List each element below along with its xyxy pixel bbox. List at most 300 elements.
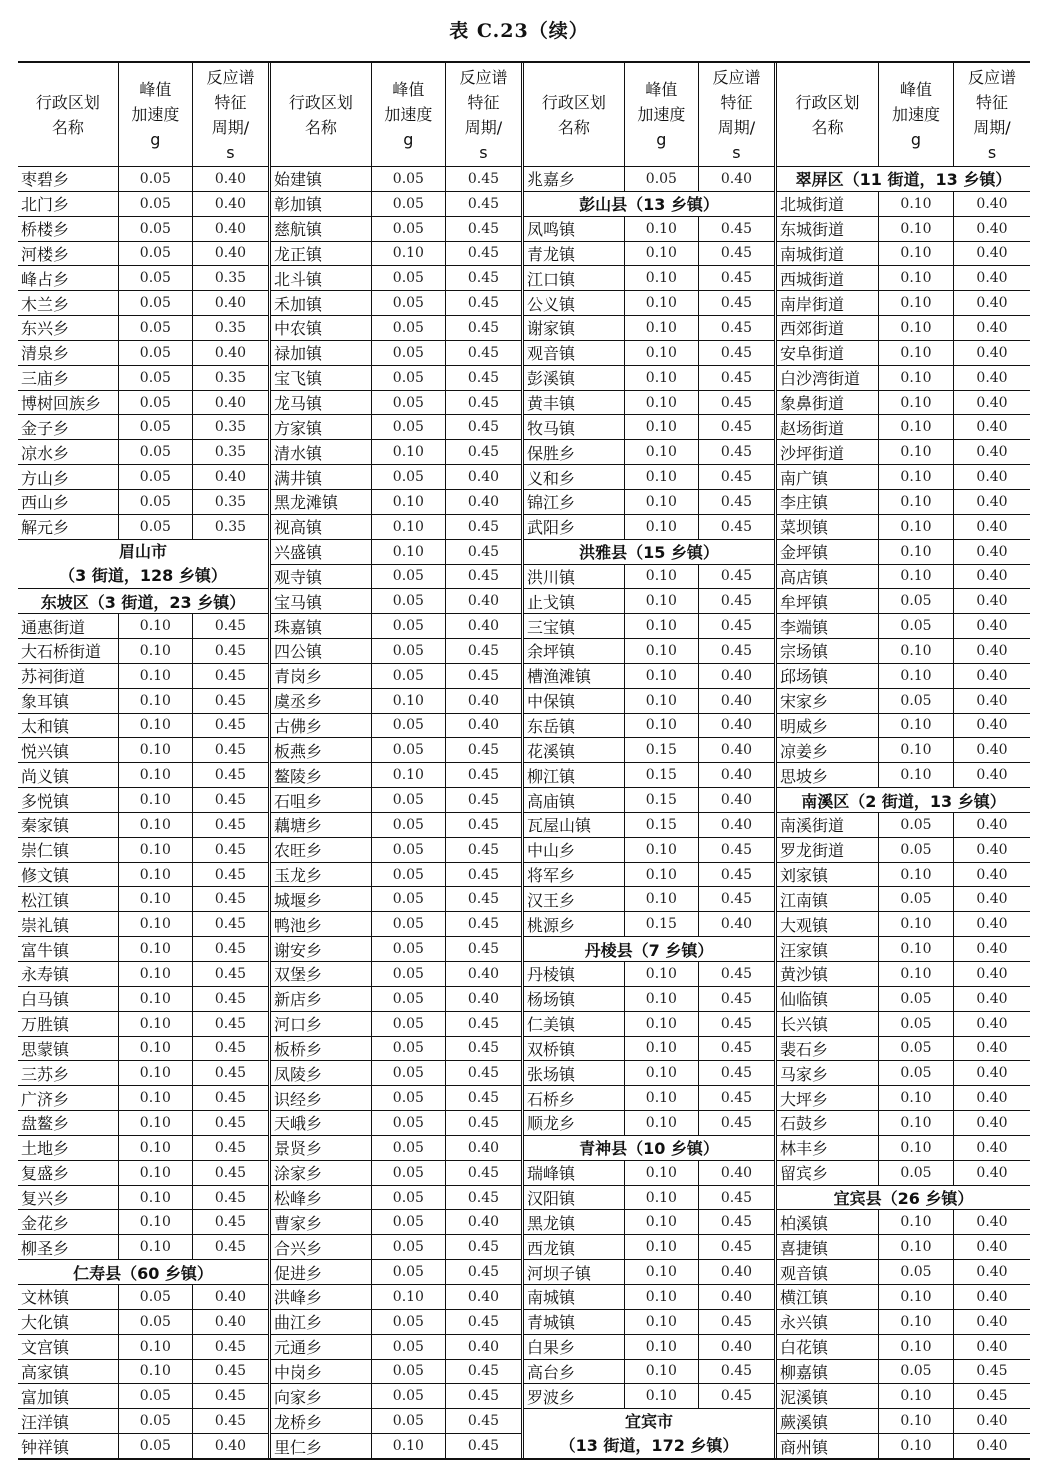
cell-pga: 0.05 xyxy=(372,1012,446,1036)
cell-period: 0.45 xyxy=(467,1239,500,1256)
cell-name: 木兰乡 xyxy=(18,291,119,315)
cell-pga: 0.05 xyxy=(372,465,446,489)
table-row xyxy=(524,738,774,763)
cell-period: 0.40 xyxy=(214,295,247,312)
cell-period: 0.40 xyxy=(976,990,1008,1007)
table-row xyxy=(524,813,774,838)
section-heading xyxy=(18,1260,268,1285)
cell-period: 0.45 xyxy=(720,1313,753,1330)
section-heading xyxy=(524,937,774,962)
cell-period: 0.40 xyxy=(976,245,1008,262)
cell-period: 0.45 xyxy=(214,1189,247,1206)
cell-name: 三庙乡 xyxy=(18,366,119,390)
cell-name: 南城街道 xyxy=(777,242,879,266)
cell-pga: 0.10 xyxy=(625,863,699,887)
cell-pga: 0.05 xyxy=(879,689,954,713)
section-heading xyxy=(524,540,774,565)
table-row xyxy=(777,589,1030,614)
cell-pga: 0.05 xyxy=(372,962,446,986)
cell-pga: 0.05 xyxy=(372,1335,446,1359)
cell-pga: 0.05 xyxy=(372,266,446,290)
table-row xyxy=(777,863,1030,888)
cell-name: 钟祥镇 xyxy=(18,1434,119,1459)
cell-name: 洪川镇 xyxy=(524,565,625,589)
cell-period: 0.45 xyxy=(720,518,753,535)
cell-name: 土地乡 xyxy=(18,1136,119,1160)
cell-name: 东岳镇 xyxy=(524,714,625,738)
table-row xyxy=(777,887,1030,912)
table-row xyxy=(271,540,521,565)
cell-pga: 0.05 xyxy=(372,614,446,638)
cell-pga: 0.10 xyxy=(625,887,699,911)
cell-period: 0.40 xyxy=(976,965,1008,982)
cell-period: 0.40 xyxy=(720,1288,753,1305)
cell-name: 石鼓乡 xyxy=(777,1111,879,1135)
cell-pga: 0.10 xyxy=(372,763,446,787)
table-row xyxy=(524,912,774,937)
cell-period: 0.45 xyxy=(720,1114,753,1131)
cell-pga: 0.05 xyxy=(372,1086,446,1110)
cell-name: 武阳乡 xyxy=(524,515,625,539)
cell-period: 0.45 xyxy=(214,717,247,734)
cell-period: 0.40 xyxy=(976,568,1008,585)
cell-period: 0.40 xyxy=(976,593,1008,610)
cell-name: 黑龙镇 xyxy=(524,1210,625,1234)
cell-period: 0.45 xyxy=(467,1065,500,1082)
cell-name: 崇仁镇 xyxy=(18,838,119,862)
cell-period: 0.40 xyxy=(976,1239,1008,1256)
cell-pga: 0.05 xyxy=(119,242,193,266)
cell-period: 0.40 xyxy=(976,891,1008,908)
cell-pga: 0.10 xyxy=(119,1012,193,1036)
table-row xyxy=(18,1061,268,1086)
cell-pga: 0.10 xyxy=(625,1210,699,1234)
table-row xyxy=(271,763,521,788)
table-row xyxy=(18,1111,268,1136)
table-row xyxy=(18,391,268,416)
cell-period: 0.40 xyxy=(467,1338,500,1355)
section-heading-text: （13 街道，172 乡镇） xyxy=(559,1436,739,1456)
cell-name: 汪洋镇 xyxy=(18,1409,119,1433)
cell-name: 枣碧乡 xyxy=(18,167,119,191)
cell-pga: 0.10 xyxy=(625,664,699,688)
header-pga: 峰值 加速度 g xyxy=(879,63,954,166)
cell-name: 玉龙乡 xyxy=(271,863,372,887)
table-row xyxy=(777,266,1030,291)
cell-period: 0.40 xyxy=(976,319,1008,336)
table-row xyxy=(524,217,774,242)
cell-pga: 0.05 xyxy=(372,1037,446,1061)
cell-pga: 0.15 xyxy=(625,912,699,936)
cell-name: 南溪街道 xyxy=(777,813,879,837)
header-period: 反应谱 特征 周期/ s xyxy=(206,67,255,162)
table-row xyxy=(271,316,521,341)
cell-period: 0.45 xyxy=(720,1189,753,1206)
cell-period: 0.40 xyxy=(976,667,1008,684)
cell-name: 金坪镇 xyxy=(777,540,879,564)
table-row xyxy=(777,1235,1030,1260)
table-row xyxy=(777,366,1030,391)
cell-pga: 0.05 xyxy=(119,1434,193,1459)
table-row xyxy=(18,1285,268,1310)
cell-name: 马家乡 xyxy=(777,1061,879,1085)
cell-pga: 0.10 xyxy=(625,987,699,1011)
table-row xyxy=(524,639,774,664)
cell-period: 0.40 xyxy=(976,394,1008,411)
cell-pga: 0.10 xyxy=(372,540,446,564)
cell-pga: 0.05 xyxy=(372,912,446,936)
table-row xyxy=(524,1210,774,1235)
cell-name: 邱场镇 xyxy=(777,664,879,688)
cell-name: 曲江乡 xyxy=(271,1310,372,1334)
cell-period: 0.45 xyxy=(720,568,753,585)
table-row xyxy=(777,490,1030,515)
section-heading-text: 丹棱县（7 乡镇） xyxy=(584,940,714,960)
cell-pga: 0.10 xyxy=(625,1235,699,1259)
cell-period: 0.40 xyxy=(720,792,753,809)
cell-period: 0.40 xyxy=(467,1288,500,1305)
table-row xyxy=(524,689,774,714)
table-row xyxy=(18,614,268,639)
cell-period: 0.45 xyxy=(467,170,500,187)
cell-name: 金子乡 xyxy=(18,415,119,439)
cell-name: 元通乡 xyxy=(271,1335,372,1359)
cell-name: 青龙镇 xyxy=(524,242,625,266)
table-row xyxy=(271,192,521,217)
cell-name: 曹家乡 xyxy=(271,1210,372,1234)
cell-pga: 0.10 xyxy=(625,341,699,365)
cell-pga: 0.05 xyxy=(879,1061,954,1085)
table-row xyxy=(777,415,1030,440)
cell-name: 东城街道 xyxy=(777,217,879,241)
cell-name: 李端镇 xyxy=(777,614,879,638)
cell-period: 0.40 xyxy=(976,1090,1008,1107)
cell-pga: 0.10 xyxy=(625,1111,699,1135)
cell-name: 大化镇 xyxy=(18,1310,119,1334)
cell-name: 清泉乡 xyxy=(18,341,119,365)
cell-period: 0.40 xyxy=(976,220,1008,237)
cell-name: 城堰乡 xyxy=(271,887,372,911)
cell-pga: 0.10 xyxy=(119,1161,193,1185)
table-row xyxy=(271,714,521,739)
cell-period: 0.40 xyxy=(976,1338,1008,1355)
table-row xyxy=(777,763,1030,788)
cell-pga: 0.10 xyxy=(879,391,954,415)
cell-period: 0.40 xyxy=(214,220,247,237)
cell-name: 江南镇 xyxy=(777,887,879,911)
table-row xyxy=(524,1111,774,1136)
cell-period: 0.40 xyxy=(214,469,247,486)
cell-period: 0.40 xyxy=(976,866,1008,883)
cell-period: 0.45 xyxy=(467,1264,500,1281)
cell-period: 0.35 xyxy=(214,319,247,336)
cell-period: 0.45 xyxy=(720,618,753,635)
cell-period: 0.40 xyxy=(976,941,1008,958)
cell-name: 高家镇 xyxy=(18,1360,119,1384)
cell-period: 0.45 xyxy=(467,816,500,833)
cell-period: 0.40 xyxy=(720,742,753,759)
cell-pga: 0.10 xyxy=(119,887,193,911)
cell-period: 0.45 xyxy=(467,1363,500,1380)
table-row xyxy=(18,515,268,540)
header-name: 行政区划 名称 xyxy=(18,63,119,166)
table-row xyxy=(777,738,1030,763)
table-row xyxy=(271,1186,521,1211)
cell-pga: 0.05 xyxy=(372,1210,446,1234)
cell-period: 0.45 xyxy=(214,792,247,809)
cell-period: 0.45 xyxy=(214,692,247,709)
table-row xyxy=(271,1360,521,1385)
cell-pga: 0.10 xyxy=(372,242,446,266)
cell-period: 0.45 xyxy=(467,419,500,436)
table-row xyxy=(524,987,774,1012)
cell-name: 龙马镇 xyxy=(271,391,372,415)
cell-period: 0.40 xyxy=(976,1040,1008,1057)
cell-period: 0.40 xyxy=(467,965,500,982)
cell-name: 鸭池乡 xyxy=(271,912,372,936)
table-row xyxy=(777,1037,1030,1062)
table-row xyxy=(271,1409,521,1434)
cell-pga: 0.05 xyxy=(372,738,446,762)
cell-name: 视高镇 xyxy=(271,515,372,539)
table-column xyxy=(271,63,524,1458)
section-heading xyxy=(777,1186,1030,1211)
cell-pga: 0.10 xyxy=(879,192,954,216)
table-row xyxy=(524,1310,774,1335)
cell-name: 促进乡 xyxy=(271,1260,372,1284)
cell-pga: 0.10 xyxy=(879,490,954,514)
table-row xyxy=(18,887,268,912)
cell-pga: 0.05 xyxy=(372,1310,446,1334)
cell-name: 凉水乡 xyxy=(18,440,119,464)
table-row xyxy=(777,341,1030,366)
cell-name: 裴石乡 xyxy=(777,1037,879,1061)
table-row xyxy=(271,912,521,937)
table-row xyxy=(18,490,268,515)
cell-pga: 0.10 xyxy=(879,1210,954,1234)
cell-period: 0.40 xyxy=(976,493,1008,510)
table-row xyxy=(524,1235,774,1260)
cell-name: 青岗乡 xyxy=(271,664,372,688)
table-row xyxy=(777,391,1030,416)
cell-period: 0.40 xyxy=(214,195,247,212)
cell-name: 修文镇 xyxy=(18,863,119,887)
cell-pga: 0.10 xyxy=(879,1384,954,1408)
cell-name: 喜捷镇 xyxy=(777,1235,879,1259)
table-row xyxy=(524,316,774,341)
cell-period: 0.45 xyxy=(720,1040,753,1057)
cell-period: 0.45 xyxy=(467,394,500,411)
cell-period: 0.40 xyxy=(976,1065,1008,1082)
cell-name: 观寺镇 xyxy=(271,565,372,589)
cell-pga: 0.05 xyxy=(372,664,446,688)
cell-pga: 0.05 xyxy=(372,316,446,340)
cell-name: 大石桥街道 xyxy=(18,639,119,663)
cell-pga: 0.10 xyxy=(119,689,193,713)
cell-pga: 0.10 xyxy=(879,242,954,266)
cell-period: 0.45 xyxy=(467,767,500,784)
cell-period: 0.40 xyxy=(720,667,753,684)
seismic-table xyxy=(18,61,1030,1460)
table-row xyxy=(524,1186,774,1211)
section-heading-text: 洪雅县（15 乡镇） xyxy=(579,543,719,563)
section-heading xyxy=(777,167,1030,192)
cell-period: 0.45 xyxy=(720,295,753,312)
cell-name: 谢安乡 xyxy=(271,937,372,961)
section-heading-text: 眉山市 xyxy=(118,542,167,561)
cell-pga: 0.10 xyxy=(879,415,954,439)
cell-pga: 0.10 xyxy=(119,788,193,812)
cell-name: 安阜街道 xyxy=(777,341,879,365)
cell-pga: 0.10 xyxy=(625,1186,699,1210)
table-column xyxy=(18,63,271,1458)
cell-period: 0.40 xyxy=(467,593,500,610)
cell-period: 0.45 xyxy=(467,319,500,336)
cell-name: 保胜乡 xyxy=(524,440,625,464)
cell-period: 0.35 xyxy=(214,444,247,461)
table-row xyxy=(777,1310,1030,1335)
cell-period: 0.45 xyxy=(720,344,753,361)
cell-pga: 0.05 xyxy=(372,1409,446,1433)
section-heading xyxy=(524,1409,774,1459)
cell-pga: 0.05 xyxy=(625,167,699,191)
cell-name: 龙正镇 xyxy=(271,242,372,266)
cell-pga: 0.10 xyxy=(879,912,954,936)
cell-pga: 0.05 xyxy=(119,266,193,290)
cell-pga: 0.05 xyxy=(372,217,446,241)
cell-period: 0.45 xyxy=(467,369,500,386)
cell-pga: 0.05 xyxy=(372,937,446,961)
table-row xyxy=(18,738,268,763)
table-row xyxy=(18,1310,268,1335)
cell-period: 0.45 xyxy=(720,469,753,486)
table-row xyxy=(777,465,1030,490)
cell-pga: 0.05 xyxy=(119,217,193,241)
cell-period: 0.40 xyxy=(467,990,500,1007)
cell-period: 0.45 xyxy=(467,295,500,312)
header-period: 反应谱 特征 周期/ s xyxy=(712,67,761,162)
cell-pga: 0.05 xyxy=(119,1409,193,1433)
table-row xyxy=(777,242,1030,267)
header-period: 反应谱 特征 周期/ s xyxy=(967,67,1016,162)
cell-name: 白果乡 xyxy=(524,1335,625,1359)
cell-name: 太和镇 xyxy=(18,714,119,738)
cell-pga: 0.10 xyxy=(625,440,699,464)
table-row xyxy=(18,316,268,341)
cell-name: 永兴镇 xyxy=(777,1310,879,1334)
section-heading-text: 青神县（10 乡镇） xyxy=(579,1139,719,1159)
cell-pga: 0.10 xyxy=(625,1037,699,1061)
cell-name: 河口乡 xyxy=(271,1012,372,1036)
cell-pga: 0.05 xyxy=(119,366,193,390)
table-row xyxy=(777,1086,1030,1111)
cell-period: 0.40 xyxy=(976,419,1008,436)
cell-name: 古佛乡 xyxy=(271,714,372,738)
table-row xyxy=(777,1111,1030,1136)
table-row xyxy=(18,1409,268,1434)
cell-name: 板桥乡 xyxy=(271,1037,372,1061)
cell-period: 0.45 xyxy=(467,195,500,212)
cell-name: 江口镇 xyxy=(524,266,625,290)
table-row xyxy=(524,440,774,465)
table-row xyxy=(18,763,268,788)
cell-pga: 0.05 xyxy=(372,1235,446,1259)
cell-period: 0.45 xyxy=(467,866,500,883)
cell-period: 0.40 xyxy=(720,1164,753,1181)
cell-pga: 0.05 xyxy=(879,887,954,911)
cell-name: 南岸街道 xyxy=(777,291,879,315)
table-row xyxy=(18,291,268,316)
column-header xyxy=(524,63,774,167)
section-heading-text: 南溪区（2 街道，13 乡镇） xyxy=(801,791,1006,811)
table-row xyxy=(524,863,774,888)
cell-period: 0.35 xyxy=(214,493,247,510)
cell-period: 0.45 xyxy=(214,1388,247,1405)
cell-period: 0.40 xyxy=(976,816,1008,833)
cell-name: 汉王乡 xyxy=(524,887,625,911)
cell-pga: 0.10 xyxy=(879,1136,954,1160)
cell-name: 松江镇 xyxy=(18,887,119,911)
cell-name: 仙临镇 xyxy=(777,987,879,1011)
cell-pga: 0.10 xyxy=(625,1061,699,1085)
table-row xyxy=(524,565,774,590)
cell-pga: 0.10 xyxy=(119,1061,193,1085)
table-row xyxy=(271,1012,521,1037)
cell-period: 0.45 xyxy=(467,642,500,659)
cell-pga: 0.05 xyxy=(119,415,193,439)
cell-period: 0.45 xyxy=(467,518,500,535)
cell-pga: 0.10 xyxy=(879,1335,954,1359)
section-heading xyxy=(777,788,1030,813)
table-row xyxy=(271,1086,521,1111)
cell-period: 0.40 xyxy=(976,1139,1008,1156)
cell-name: 鳌陵乡 xyxy=(271,763,372,787)
table-row xyxy=(524,1260,774,1285)
cell-name: 涂家乡 xyxy=(271,1161,372,1185)
cell-name: 西龙镇 xyxy=(524,1235,625,1259)
cell-name: 北门乡 xyxy=(18,192,119,216)
table-row xyxy=(18,1360,268,1385)
cell-name: 兴盛镇 xyxy=(271,540,372,564)
cell-pga: 0.10 xyxy=(119,1235,193,1259)
table-row xyxy=(18,1136,268,1161)
cell-pga: 0.10 xyxy=(119,912,193,936)
table-row xyxy=(777,1360,1030,1385)
cell-period: 0.40 xyxy=(976,1313,1008,1330)
table-row xyxy=(18,440,268,465)
cell-pga: 0.10 xyxy=(625,1310,699,1334)
cell-period: 0.45 xyxy=(720,891,753,908)
cell-name: 丹棱镇 xyxy=(524,962,625,986)
cell-pga: 0.05 xyxy=(119,291,193,315)
cell-period: 0.40 xyxy=(976,1114,1008,1131)
table-row xyxy=(524,415,774,440)
table-row xyxy=(524,614,774,639)
header-pga: 峰值 加速度 g xyxy=(372,63,446,166)
table-row xyxy=(271,1335,521,1360)
cell-period: 0.45 xyxy=(720,220,753,237)
cell-pga: 0.05 xyxy=(879,1260,954,1284)
cell-name: 农旺乡 xyxy=(271,838,372,862)
cell-name: 凤鸣镇 xyxy=(524,217,625,241)
cell-pga: 0.05 xyxy=(372,838,446,862)
cell-name: 宝马镇 xyxy=(271,589,372,613)
cell-pga: 0.05 xyxy=(119,167,193,191)
cell-period: 0.45 xyxy=(214,816,247,833)
cell-period: 0.45 xyxy=(976,1363,1008,1380)
cell-period: 0.45 xyxy=(214,916,247,933)
cell-period: 0.45 xyxy=(214,1239,247,1256)
